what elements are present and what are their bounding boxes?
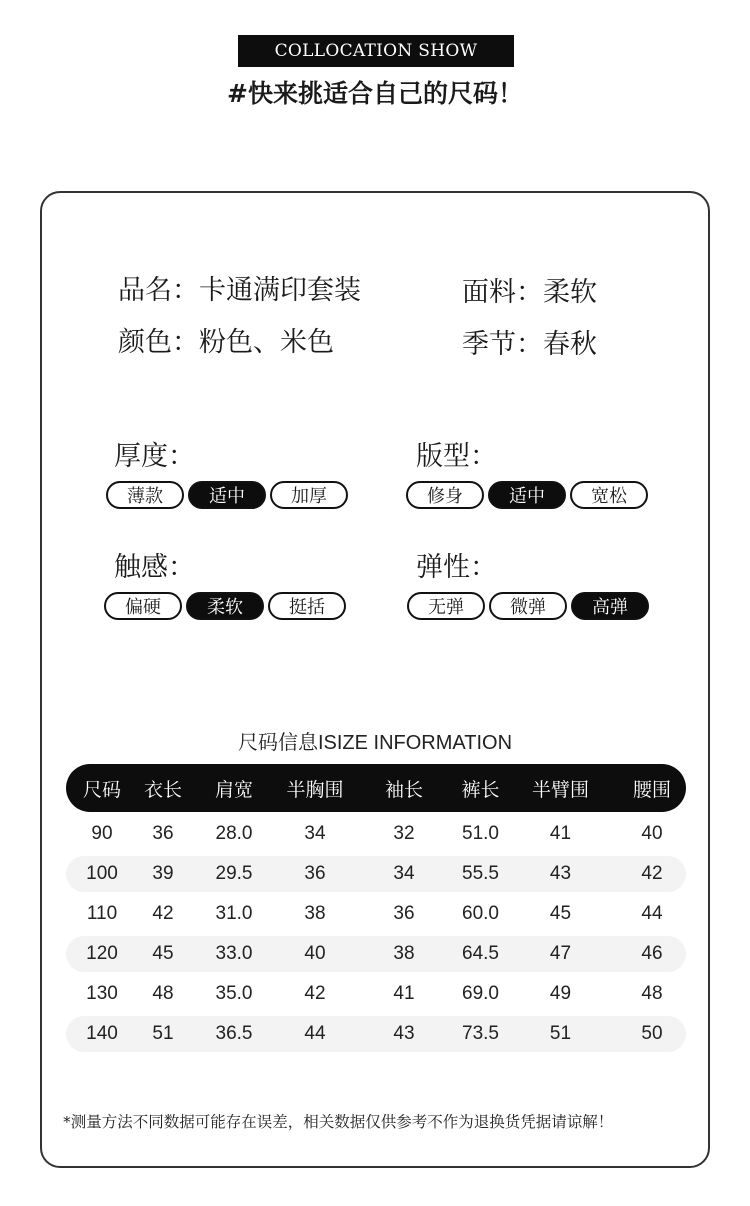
thickness-option-medium: 适中 (188, 481, 266, 509)
elasticity-options (407, 592, 649, 620)
elasticity-option-none: 无弹 (407, 592, 485, 620)
table-cell: 100 (86, 863, 118, 884)
column-header: 尺码 (82, 778, 121, 801)
feel-option-stiff: 偏硬 (104, 592, 182, 620)
feel-label: 触感： (114, 552, 195, 583)
table-cell: 73.5 (462, 1023, 499, 1044)
collocation-show-banner: COLLOCATION SHOW (238, 35, 514, 67)
table-cell: 39 (152, 863, 174, 884)
table-cell: 40 (304, 943, 326, 964)
table-cell: 130 (86, 983, 118, 1004)
table-cell: 42 (641, 863, 663, 884)
column-header: 半臂围 (531, 778, 589, 801)
size-table (66, 764, 686, 1052)
table-cell: 33.0 (215, 943, 253, 964)
table-cell: 38 (393, 943, 415, 964)
table-cell: 120 (86, 943, 118, 964)
product-fabric: 面料：柔软 (462, 277, 597, 308)
table-cell: 31.0 (215, 903, 253, 924)
table-cell: 43 (393, 1023, 415, 1044)
column-header: 腰围 (632, 778, 671, 801)
table-cell: 34 (304, 823, 326, 844)
table-cell: 29.5 (215, 863, 253, 884)
table-cell: 42 (152, 903, 174, 924)
table-cell: 55.5 (462, 863, 499, 884)
table-cell: 46 (641, 943, 663, 964)
table-cell: 32 (393, 823, 415, 844)
table-cell: 36.5 (215, 1023, 253, 1044)
thickness-options (106, 481, 348, 509)
feel-options (104, 592, 346, 620)
table-cell: 38 (304, 903, 326, 924)
table-cell: 28.0 (215, 823, 253, 844)
table-cell: 48 (152, 983, 174, 1004)
table-cell: 47 (549, 943, 572, 964)
table-row (66, 856, 686, 892)
product-color: 颜色：粉色、米色 (118, 327, 334, 358)
table-cell: 40 (641, 823, 663, 844)
thickness-label: 厚度： (114, 441, 195, 472)
elasticity-option-high: 高弹 (571, 592, 649, 620)
column-header: 裤长 (461, 778, 500, 801)
table-cell: 44 (304, 1023, 326, 1044)
product-name: 品名：卡通满印套装 (118, 275, 361, 306)
feel-option-crisp: 挺括 (268, 592, 346, 620)
elasticity-label: 弹性： (416, 552, 497, 583)
fit-label: 版型： (416, 441, 497, 472)
table-cell: 50 (641, 1023, 663, 1044)
table-cell: 43 (549, 863, 572, 884)
fit-option-slim: 修身 (406, 481, 484, 509)
table-cell: 60.0 (462, 903, 499, 924)
column-header: 袖长 (384, 778, 423, 801)
table-cell: 45 (549, 903, 572, 924)
table-cell: 34 (393, 863, 415, 884)
size-table-header (66, 764, 686, 812)
fit-option-regular: 适中 (488, 481, 566, 509)
fit-option-loose: 宽松 (570, 481, 648, 509)
table-cell: 51 (549, 1023, 572, 1044)
page-subtitle: #快来挑适合自己的尺码！ (227, 79, 523, 108)
table-cell: 36 (393, 903, 415, 924)
table-row (66, 1016, 686, 1052)
table-cell: 44 (641, 903, 663, 924)
column-header: 衣长 (143, 778, 182, 801)
table-cell: 140 (86, 1023, 118, 1044)
table-row (66, 976, 686, 1012)
table-cell: 49 (549, 983, 572, 1004)
table-cell: 51 (152, 1023, 174, 1044)
table-cell: 36 (304, 863, 326, 884)
column-header: 半胸围 (286, 778, 344, 801)
table-cell: 48 (641, 983, 663, 1004)
elasticity-option-slight: 微弹 (489, 592, 567, 620)
table-cell: 41 (393, 983, 415, 1004)
table-cell: 110 (86, 903, 118, 924)
column-header: 肩宽 (214, 778, 253, 801)
thickness-option-thick: 加厚 (270, 481, 348, 509)
table-cell: 35.0 (215, 983, 253, 1004)
size-table-title: 尺码信息ISIZE INFORMATION (237, 732, 513, 754)
table-cell: 41 (549, 823, 572, 844)
table-row (66, 816, 686, 852)
feel-option-soft: 柔软 (186, 592, 264, 620)
table-cell: 51.0 (462, 823, 499, 844)
table-cell: 90 (91, 823, 113, 844)
table-row (66, 896, 686, 932)
table-cell: 36 (152, 823, 174, 844)
table-cell: 45 (152, 943, 174, 964)
thickness-option-thin: 薄款 (106, 481, 184, 509)
fit-options (406, 481, 648, 509)
table-row (66, 936, 686, 972)
product-season: 季节：春秋 (462, 329, 597, 360)
table-cell: 69.0 (462, 983, 499, 1004)
table-cell: 42 (304, 983, 326, 1004)
measurement-disclaimer: *测量方法不同数据可能存在误差，相关数据仅供参考不作为退换货凭据请谅解！ (63, 1113, 614, 1131)
table-cell: 64.5 (462, 943, 499, 964)
